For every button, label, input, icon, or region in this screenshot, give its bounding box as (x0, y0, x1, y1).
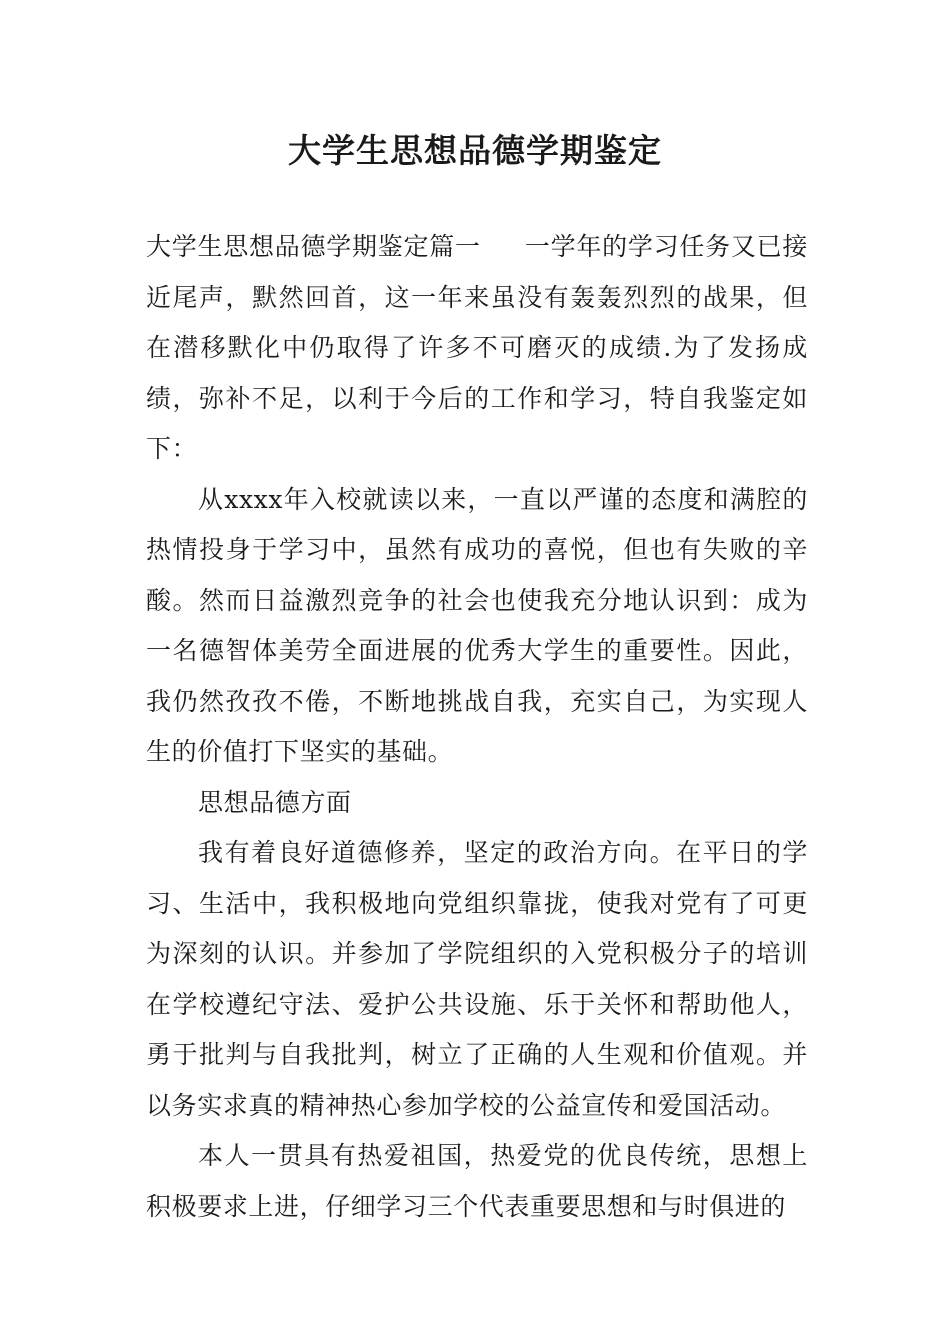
paragraph-text: 一学年的学习任务又已接近尾声，默然回首，这一年来虽没有轰轰烈烈的战果，但在潜移默化中仍取得了许多不可磨灭的成绩.为了发扬成绩，弥补不足，以利于今后的工作和学习，特自我鉴定如下： (146, 232, 808, 463)
document-body (146, 222, 808, 1232)
document-title: 大学生思想品德学期鉴定 (288, 131, 662, 170)
intro-heading: 大学生思想品德学期鉴定篇一 (146, 232, 481, 261)
paragraph-patriotism: 本人一贯具有热爱祖国，热爱党的优良传统，思想上积极要求上进，仔细学习三个代表重要思想和与时俱进的 (146, 1141, 808, 1221)
paragraph-enrollment: 从xxxx年入校就读以来，一直以严谨的态度和满腔的热情投身于学习中，虽然有成功的喜悦，但也有失败的辛酸。然而日益激烈竞争的社会也使我充分地认识到：成为一名德智体美劳全面进展的优秀大学生的重要性。因此，我仍然孜孜不倦，不断地挑战自我，充实自己，为实现人生的价值打下坚实的基础。 (146, 484, 808, 766)
paragraph-moral: 我有着良好道德修养，坚定的政治方向。在平日的学习、生活中，我积极地向党组织靠拢，使我对党有了可更为深刻的认识。并参加了学院组织的入党积极分子的培训在学校遵纪守法、爱护公共设施、乐于关怀和帮助他人，勇于批判与自我批判，树立了正确的人生观和价值观。并以务实求真的精神热心参加学校的公益宣传和爱国活动。 (146, 838, 808, 1120)
section-heading-moral: 思想品德方面 (198, 787, 352, 817)
paragraph-intro (146, 222, 808, 475)
